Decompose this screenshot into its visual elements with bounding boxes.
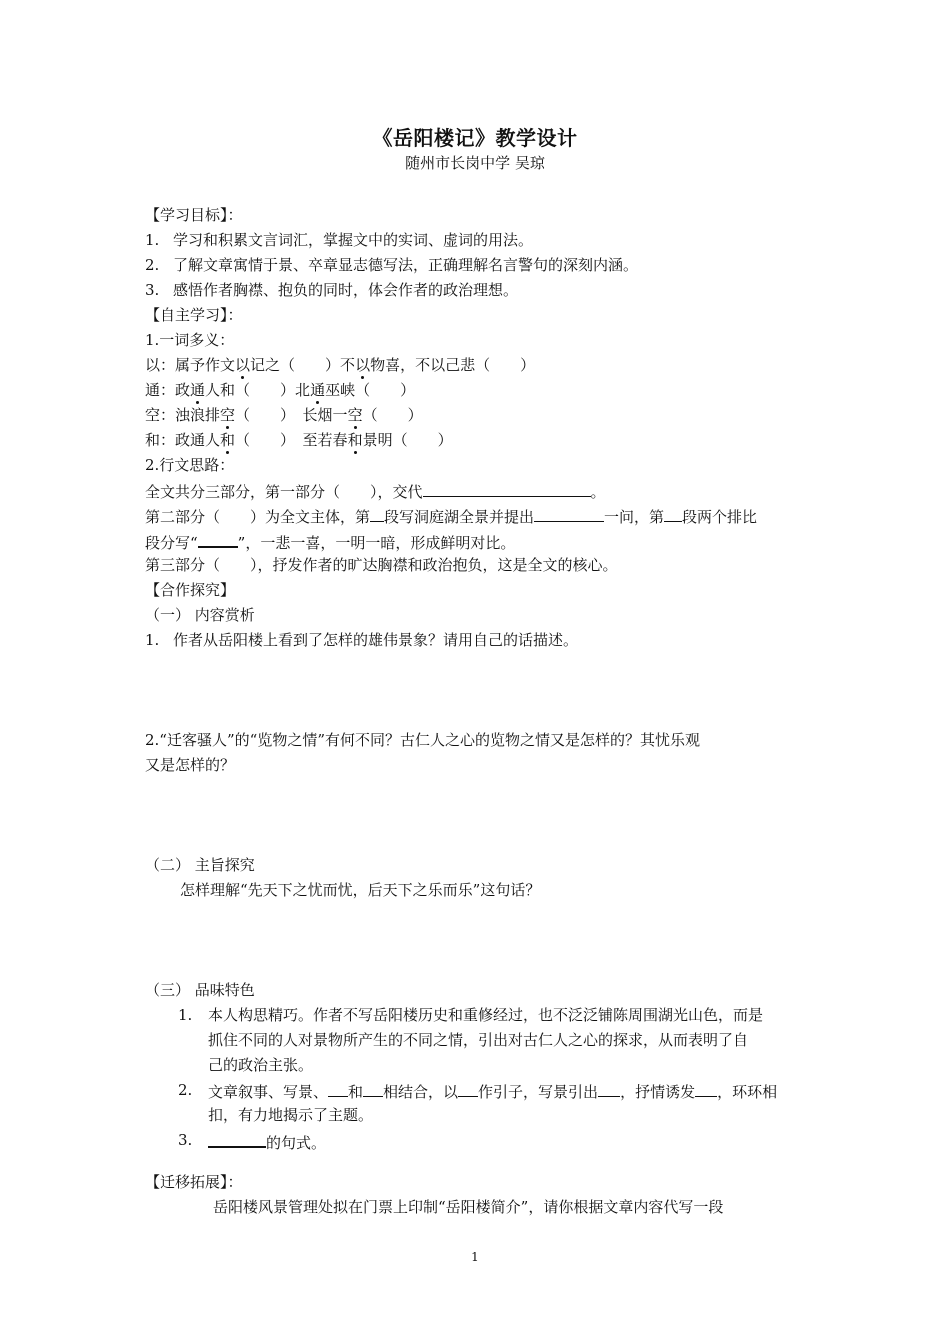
fill-blank[interactable] — [695, 1080, 717, 1097]
extend-heading: 【迁移拓展】： — [145, 1173, 243, 1191]
feature-2-number: 2. — [178, 1081, 193, 1099]
fill-blank[interactable] — [598, 1080, 620, 1097]
fill-blank[interactable] — [198, 530, 238, 548]
feature-2-line-2: 扣，有力地揭示了主题。 — [208, 1106, 374, 1124]
polysemy-he: 和：政通人和（ ） 至若春和景明（ ） — [145, 431, 453, 449]
question-2-line-1: 2.“迁客骚人”的“览物之情”有何不同？古仁人之心的览物之情又是怎样的？其忧乐观 — [145, 731, 700, 749]
feature-1-line-3: 己的政治主张。 — [208, 1056, 314, 1074]
goal-item-3: 3. 感悟作者胸襟、抱负的同时，体会作者的政治理想。 — [145, 281, 519, 299]
polysemy-kong: 空：浊浪排空（ ） 长烟一空（ ） — [145, 406, 423, 424]
fill-blank[interactable] — [423, 480, 591, 497]
feature-1-number: 1. — [178, 1006, 193, 1024]
outline-part-2-line-2: 段分写“ ”，一悲一喜，一明一暗，形成鲜明对比。 — [145, 530, 515, 553]
section-theme: （二） 主旨探究 — [145, 856, 255, 874]
outline-part-2-line-1: 第二部分（ ）为全文主体，第 段写洞庭湖全景并提出 一问，第 段两个排比 — [145, 505, 757, 527]
fill-blank[interactable] — [370, 505, 384, 522]
question-2-line-2: 又是怎样的？ — [145, 756, 236, 774]
goal-item-2: 2. 了解文章寓情于景、卒章显志德写法，正确理解名言警句的深刻内涵。 — [145, 256, 639, 274]
goals-heading: 【学习目标】： — [145, 206, 243, 224]
document-title: 《岳阳楼记》教学设计 — [372, 126, 578, 150]
coop-heading: 【合作探究】 — [145, 581, 236, 599]
goal-item-1: 1. 学习和积累文言词汇，掌握文中的实词、虚词的用法。 — [145, 231, 534, 249]
page-number: 1 — [471, 1250, 479, 1264]
fill-blank[interactable] — [534, 505, 604, 522]
fill-blank[interactable] — [363, 1080, 383, 1097]
author-line: 随州市长岗中学 吴琼 — [405, 154, 545, 172]
question-3: 怎样理解“先天下之忧而忧，后天下之乐而乐”这句话？ — [180, 881, 541, 899]
outline-part-3: 第三部分（ ），抒发作者的旷达胸襟和政治抱负，这是全文的核心。 — [145, 556, 618, 574]
polysemy-subheading: 1.一词多义： — [145, 331, 235, 349]
extend-text: 岳阳楼风景管理处拟在门票上印制“岳阳楼简介”，请你根据文章内容代写一段 — [213, 1198, 724, 1216]
polysemy-yi: 以：属予作文以记之（ ）不以物喜，不以己悲（ ） — [145, 356, 536, 374]
outline-part-1: 全文共分三部分，第一部分（ ），交代 。 — [145, 480, 606, 502]
section-content-analysis: （一） 内容赏析 — [145, 606, 255, 624]
feature-3-number: 3. — [178, 1131, 193, 1149]
fill-blank[interactable] — [458, 1080, 478, 1097]
self-study-heading: 【自主学习】： — [145, 306, 243, 324]
polysemy-tong: 通：政通人和（ ）北通巫峡（ ） — [145, 381, 416, 399]
feature-3-line-1: 的句式。 — [208, 1130, 326, 1153]
fill-blank[interactable] — [208, 1130, 266, 1148]
feature-1-line-2: 抓住不同的人对景物所产生的不同之情，引出对古仁人之心的探求，从而表明了自 — [208, 1031, 749, 1049]
question-1: 1. 作者从岳阳楼上看到了怎样的雄伟景象？请用自己的话描述。 — [145, 631, 579, 649]
fill-blank[interactable] — [328, 1080, 348, 1097]
feature-2-line-1: 文章叙事、写景、 和 相结合，以 作引子，写景引出 ，抒情诱发 ，环环相 — [208, 1080, 777, 1102]
section-features: （三） 品味特色 — [145, 981, 255, 999]
outline-subheading: 2.行文思路： — [145, 456, 235, 474]
feature-1-line-1: 本人构思精巧。作者不写岳阳楼历史和重修经过，也不泛泛铺陈周围湖光山色，而是 — [208, 1006, 764, 1024]
fill-blank[interactable] — [664, 505, 682, 522]
